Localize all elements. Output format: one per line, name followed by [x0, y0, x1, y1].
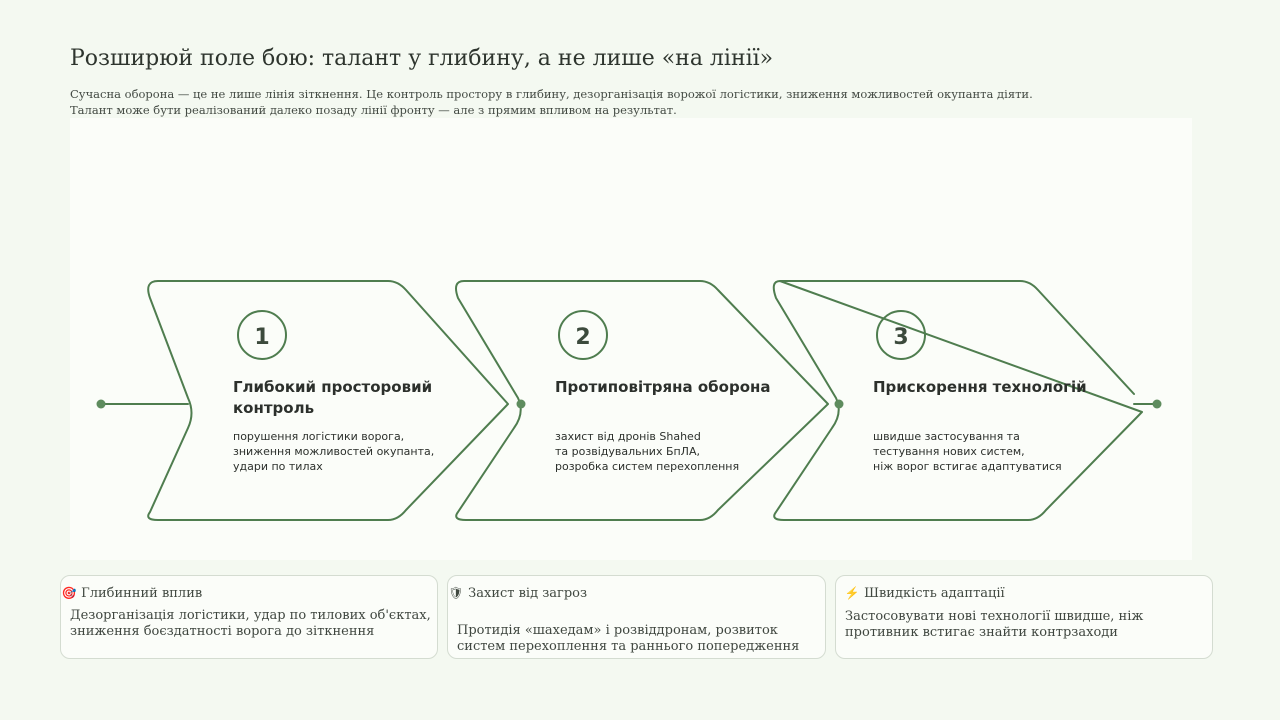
step-title: Глибокий просторовий: [233, 378, 433, 396]
process-diagram: [70, 118, 1192, 560]
step-description: розробка систем перехоплення: [555, 460, 740, 473]
card-header: [61, 586, 202, 601]
step-description: порушення логістики ворога,: [233, 430, 405, 443]
connector-dot: [835, 400, 844, 409]
card-body-line: зниження боєздатності ворога до зіткнення: [70, 624, 375, 639]
card-title: Глибинний вплив: [81, 586, 203, 601]
step-description: ніж ворог встигає адаптуватися: [873, 460, 1062, 473]
lightning-icon: ⚡: [844, 586, 860, 600]
step-number: 1: [254, 325, 270, 350]
step-description: захист від дронів Shahed: [555, 430, 701, 443]
step-description: швидше застосування та: [873, 430, 1020, 443]
chevron-shape-2: [456, 281, 828, 520]
step-description: зниження можливостей окупанта,: [233, 445, 435, 458]
connector-dot: [97, 400, 106, 409]
step-title: Протиповітряна оборона: [555, 378, 771, 396]
card-title: Швидкість адаптації: [864, 586, 1005, 601]
page-subtitle: [70, 86, 1050, 118]
target-icon: 🎯: [61, 586, 77, 600]
step-title: контроль: [233, 399, 315, 417]
chevron-shape-1: [148, 281, 508, 520]
connector-dot: [1153, 400, 1162, 409]
card-body-line: противник встигає знайти контрзаходи: [845, 625, 1118, 640]
step-description: та розвідувальних БпЛА,: [555, 445, 700, 458]
step-number: 2: [575, 325, 591, 350]
summary-card-threat-defense: [447, 575, 826, 659]
card-body-line: Застосовувати нові технології швидше, ніж: [845, 609, 1144, 624]
card-title: Захист від загроз: [468, 586, 588, 601]
card-header: [448, 586, 587, 601]
card-body-line: Протидія «шахедам» і розвіддронам, розвиток: [457, 623, 778, 638]
card-body: [70, 608, 431, 640]
shield-icon: 🛡: [448, 586, 464, 600]
subtitle-line: Талант може бути реалізований далеко позаду лінії фронту — але з прямим впливом на результат.: [70, 103, 677, 117]
subtitle-line: Сучасна оборона — це не лише лінія зіткнення. Це контроль простору в глибину, дезорганізація ворожої логістики, зниження можливостей окупанта діяти.: [70, 87, 1033, 101]
card-header: [844, 586, 1005, 601]
page-title: Розширюй поле бою: талант у глибину, а не лише «на лінії»: [70, 46, 774, 71]
chevron-shape-3: [774, 281, 1142, 520]
connector-dot: [517, 400, 526, 409]
card-body: [457, 623, 799, 655]
summary-cards: [60, 575, 1213, 661]
step-description: удари по тилах: [233, 460, 323, 473]
step-description: тестування нових систем,: [873, 445, 1025, 458]
step-number: 3: [893, 325, 909, 350]
step-title: Прискорення технологій: [873, 378, 1087, 396]
summary-card-adaptation-speed: [835, 575, 1213, 659]
card-body-line: Дезорганізація логістики, удар по тилових об'єктах,: [70, 608, 431, 623]
card-body: [845, 609, 1143, 641]
process-diagram-svg: [70, 118, 1192, 560]
summary-card-deep-impact: [60, 575, 438, 659]
card-body-line: систем перехоплення та раннього попередження: [457, 639, 800, 654]
